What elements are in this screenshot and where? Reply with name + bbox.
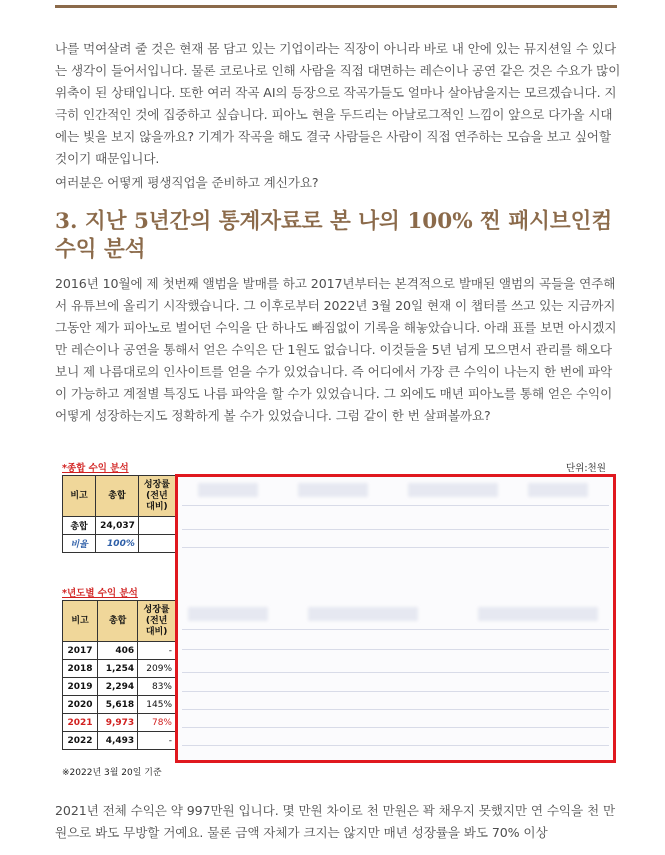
- table-row: [63, 660, 176, 678]
- row-total: 406: [98, 642, 138, 660]
- row-growth: [138, 535, 175, 553]
- redacted-detail-table: [175, 474, 616, 763]
- table-row: [63, 517, 176, 535]
- blur-block: [528, 483, 588, 497]
- row-total: 24,037: [96, 517, 139, 535]
- row-total: 4,493: [98, 732, 138, 750]
- blur-line: [182, 745, 609, 746]
- row-growth: 209%: [138, 660, 176, 678]
- blur-line: [182, 672, 609, 673]
- header-growth: 성장률 (전년 대비): [138, 476, 175, 517]
- row-growth: [138, 517, 175, 535]
- row-year: 2018: [63, 660, 98, 678]
- row-year: 2017: [63, 642, 98, 660]
- section-heading: 3. 지난 5년간의 통계자료로 본 나의 100% 찐 패시브인컴 수익 분석: [55, 209, 613, 262]
- blur-block: [298, 483, 368, 497]
- blur-block: [188, 607, 268, 621]
- table-row: [63, 642, 176, 660]
- blur-block: [478, 607, 598, 621]
- top-divider: [55, 5, 617, 8]
- row-growth: 78%: [138, 714, 176, 732]
- footnote: ※2022년 3월 20일 기준: [62, 768, 162, 778]
- row-growth: -: [138, 642, 176, 660]
- row-growth: 83%: [138, 678, 176, 696]
- table-row: [63, 535, 176, 553]
- table2-caption: *년도별 수익 분석: [62, 588, 138, 599]
- summary-table: [62, 475, 176, 553]
- blur-line: [182, 505, 609, 506]
- blur-line: [182, 649, 609, 650]
- row-total: 5,618: [98, 696, 138, 714]
- yearly-table: [62, 600, 176, 750]
- header-note: 비고: [63, 476, 96, 517]
- paragraph-question: 여러분은 어떻게 평생직업을 준비하고 계신가요?: [55, 175, 319, 190]
- row-total: 100%: [96, 535, 139, 553]
- row-growth: -: [138, 732, 176, 750]
- blur-line: [182, 629, 609, 630]
- blur-line: [182, 691, 609, 692]
- blur-block: [308, 607, 418, 621]
- paragraph-summary: 2021년 전체 수익은 약 997만원 입니다. 몇 만원 차이로 천 만원은 꽉 채우지 못했지만 연 수익을 천 만원으로 봐도 무방할 거예요. 물론 금액 자체가 크지는 않지만 매년 성장률을 봐도 70% 이상: [55, 803, 616, 840]
- table-row: [63, 678, 176, 696]
- header-total: 총합: [98, 601, 138, 642]
- unit-label: 단위:천원: [566, 463, 606, 474]
- header-growth: 성장률 (전년 대비): [138, 601, 176, 642]
- row-label: 비율: [63, 535, 96, 553]
- row-total: 2,294: [98, 678, 138, 696]
- row-year: 2021: [63, 714, 98, 732]
- row-label: 총합: [63, 517, 96, 535]
- row-total: 1,254: [98, 660, 138, 678]
- blur-line: [182, 547, 609, 548]
- header-total: 총합: [96, 476, 139, 517]
- row-year: 2022: [63, 732, 98, 750]
- row-year: 2020: [63, 696, 98, 714]
- paragraph-intro: 나를 먹여살려 줄 것은 현재 몸 담고 있는 기업이라는 직장이 아니라 바로 내 안에 있는 뮤지션일 수 있다는 생각이 들어서입니다. 물론 코로나로 인해 사람을 직접 대면하는 레슨이나 공연 같은 것은 수요가 많이 위축이 된 상태입니다. 또한 여러 작곡 AI의 등장으로 작곡가들도 얼마나 살아남을지는 모르겠습니다. 지극히 인간적인 것에 집중하고 싶습니다. 피아노 현을 두드리는 아날로그적인 느낌이 앞으로 다가올 시대에는 빛을 보지 않을까요? 기계가 작곡을 해도 결국 사람들은 사람이 직접 연주하는 모습을 보고 싶어할 것이기 때문입니다.: [55, 41, 621, 166]
- table-row: [63, 696, 176, 714]
- table1-caption: *종합 수익 분석: [62, 463, 129, 474]
- row-growth: 145%: [138, 696, 176, 714]
- blur-line: [182, 727, 609, 728]
- row-year: 2019: [63, 678, 98, 696]
- table-row: [63, 732, 176, 750]
- header-note: 비고: [63, 601, 98, 642]
- row-total: 9,973: [98, 714, 138, 732]
- blur-line: [182, 709, 609, 710]
- paragraph-stats-intro: 2016년 10월에 제 첫번째 앨범을 발매를 하고 2017년부터는 본격적으로 발매된 앨범의 곡들을 연주해서 유튜브에 올리기 시작했습니다. 그 이후로부터 2022년 3월 20일 현재 이 챕터를 쓰고 있는 지금까지 그동안 제가 피아노로 벌어던 수익을 단 하나도 빠짐없이 기록을 해놓았습니다. 아래 표를 보면 아시겠지만 레슨이나 공연을 통해서 얻은 수익은 단 1원도 없습니다. 이것들을 5년 넘게 모으면서 관리를 해오다 보니 제 나름대로의 인사이트를 얻을 수가 있었습니다. 즉 어디에서 가장 큰 수익이 나는지 한 번에 파악이 가능하고 계절별 특징도 나름 파악을 할 수가 있었습니다. 그 외에도 매년 피아노를 통해 얻은 수익이 어떻게 성장하는지도 정확하게 볼 수가 있었습니다. 그럼 같이 한 번 살펴볼까요?: [55, 276, 617, 423]
- table-row: [63, 714, 176, 732]
- blur-block: [408, 483, 498, 497]
- blur-line: [182, 529, 609, 530]
- blur-block: [198, 483, 258, 497]
